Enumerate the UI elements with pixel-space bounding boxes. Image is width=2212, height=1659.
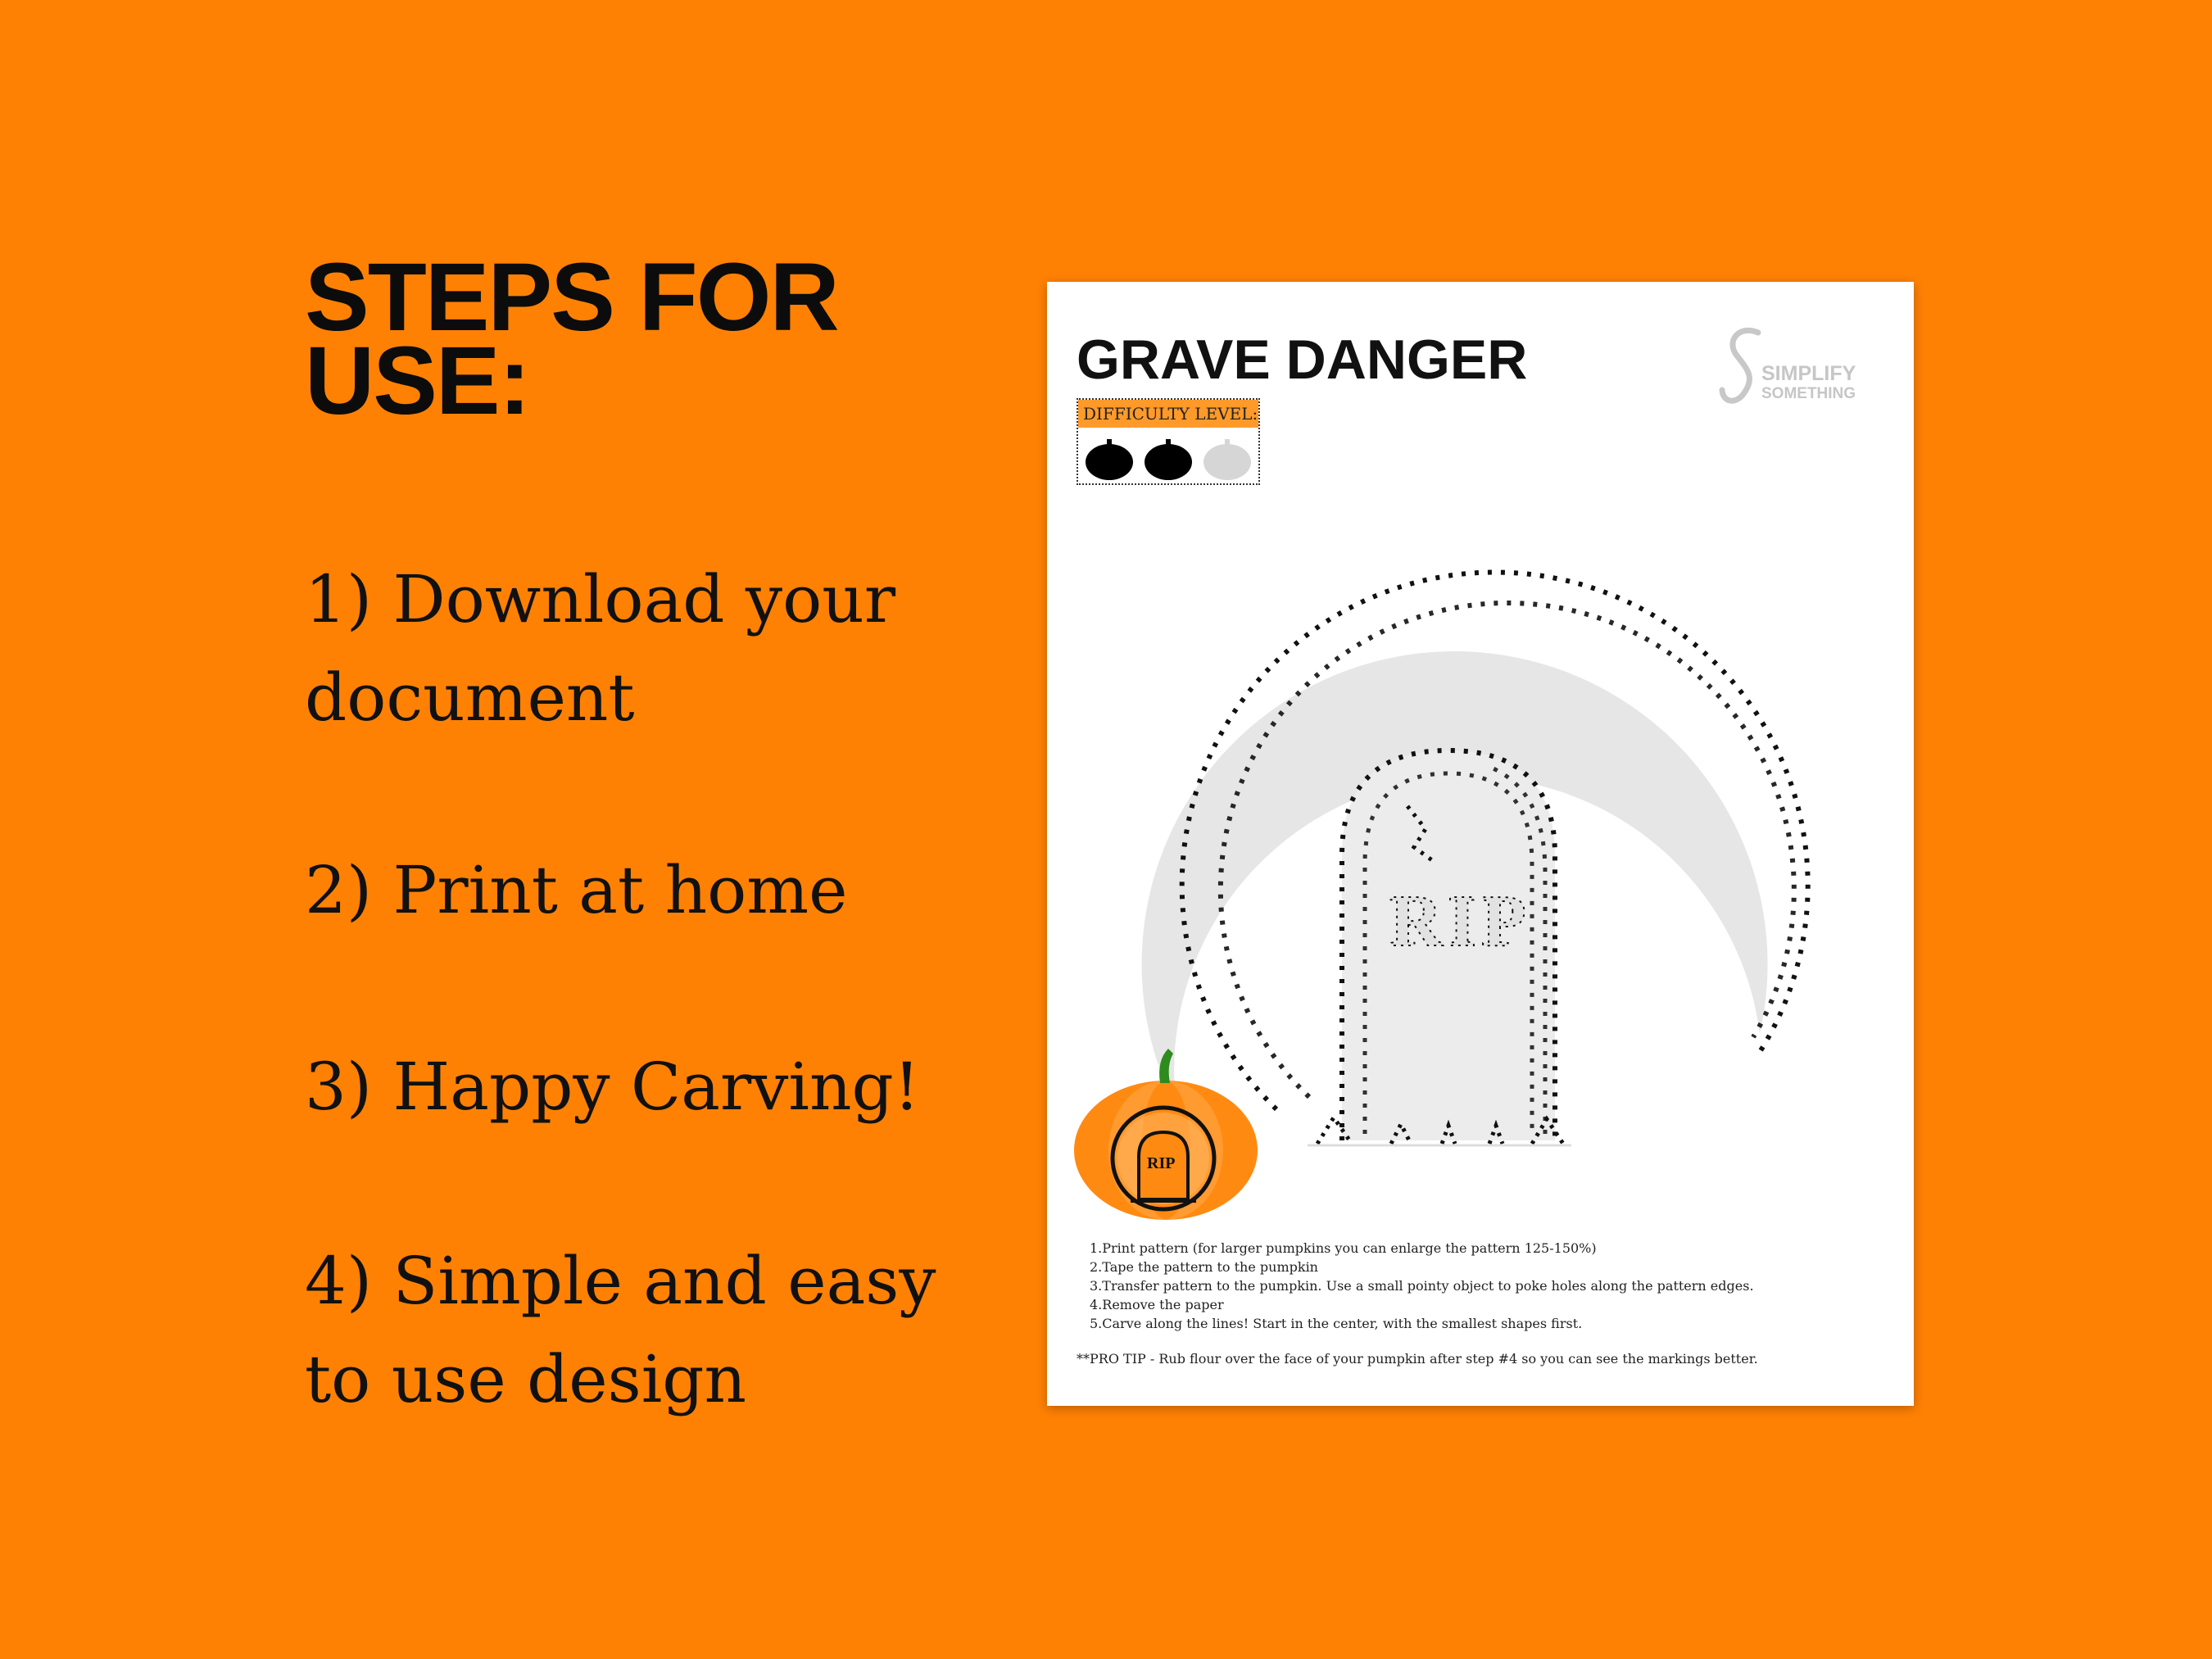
instruction-item: 3.Transfer pattern to the pumpkin. Use a small pointy object to poke holes along the pattern edges. [1090, 1278, 1754, 1294]
pro-tip: **PRO TIP - Rub flour over the face of your pumpkin after step #4 so you can see the markings better. [1077, 1351, 1758, 1367]
pumpkin-rip-text: RIP [1147, 1154, 1176, 1172]
logo-text-2: SOMETHING [1761, 385, 1856, 402]
step-4-line-2: to use design [305, 1341, 747, 1417]
instruction-item: 2.Tape the pattern to the pumpkin [1090, 1259, 1318, 1275]
instruction-item: 1.Print pattern (for larger pumpkins you can enlarge the pattern 125-150%) [1090, 1240, 1597, 1256]
heading-line-2: USE: [305, 327, 529, 435]
step-2-line-1: 2) Print at home [305, 852, 848, 928]
pattern-rip-text: RIP [1389, 881, 1531, 962]
instructions-list [1090, 1239, 1876, 1333]
step-2 [305, 841, 1026, 940]
step-1 [305, 551, 1026, 747]
step-1-line-2: document [305, 660, 635, 736]
heading-line-1: STEPS FOR [305, 243, 838, 351]
step-3 [305, 1038, 1026, 1136]
logo-text-1: SIMPLIFY [1761, 362, 1856, 385]
document-title: GRAVE DANGER [1077, 329, 1528, 391]
step-4 [305, 1232, 1026, 1429]
steps-heading [305, 243, 895, 435]
carving-pattern [1047, 282, 1914, 1406]
step-4-line-1: 4) Simple and easy [305, 1243, 936, 1319]
instruction-item: 5.Carve along the lines! Start in the center, with the smallest shapes first. [1090, 1316, 1583, 1331]
instruction-item: 4.Remove the paper [1090, 1297, 1224, 1312]
difficulty-label: DIFFICULTY LEVEL: [1078, 400, 1258, 428]
step-3-line-1: 3) Happy Carving! [305, 1049, 920, 1125]
step-1-line-1: 1) Download your [305, 561, 896, 637]
pattern-document [1047, 282, 1914, 1406]
pumpkin-preview-icon [1072, 1044, 1260, 1224]
